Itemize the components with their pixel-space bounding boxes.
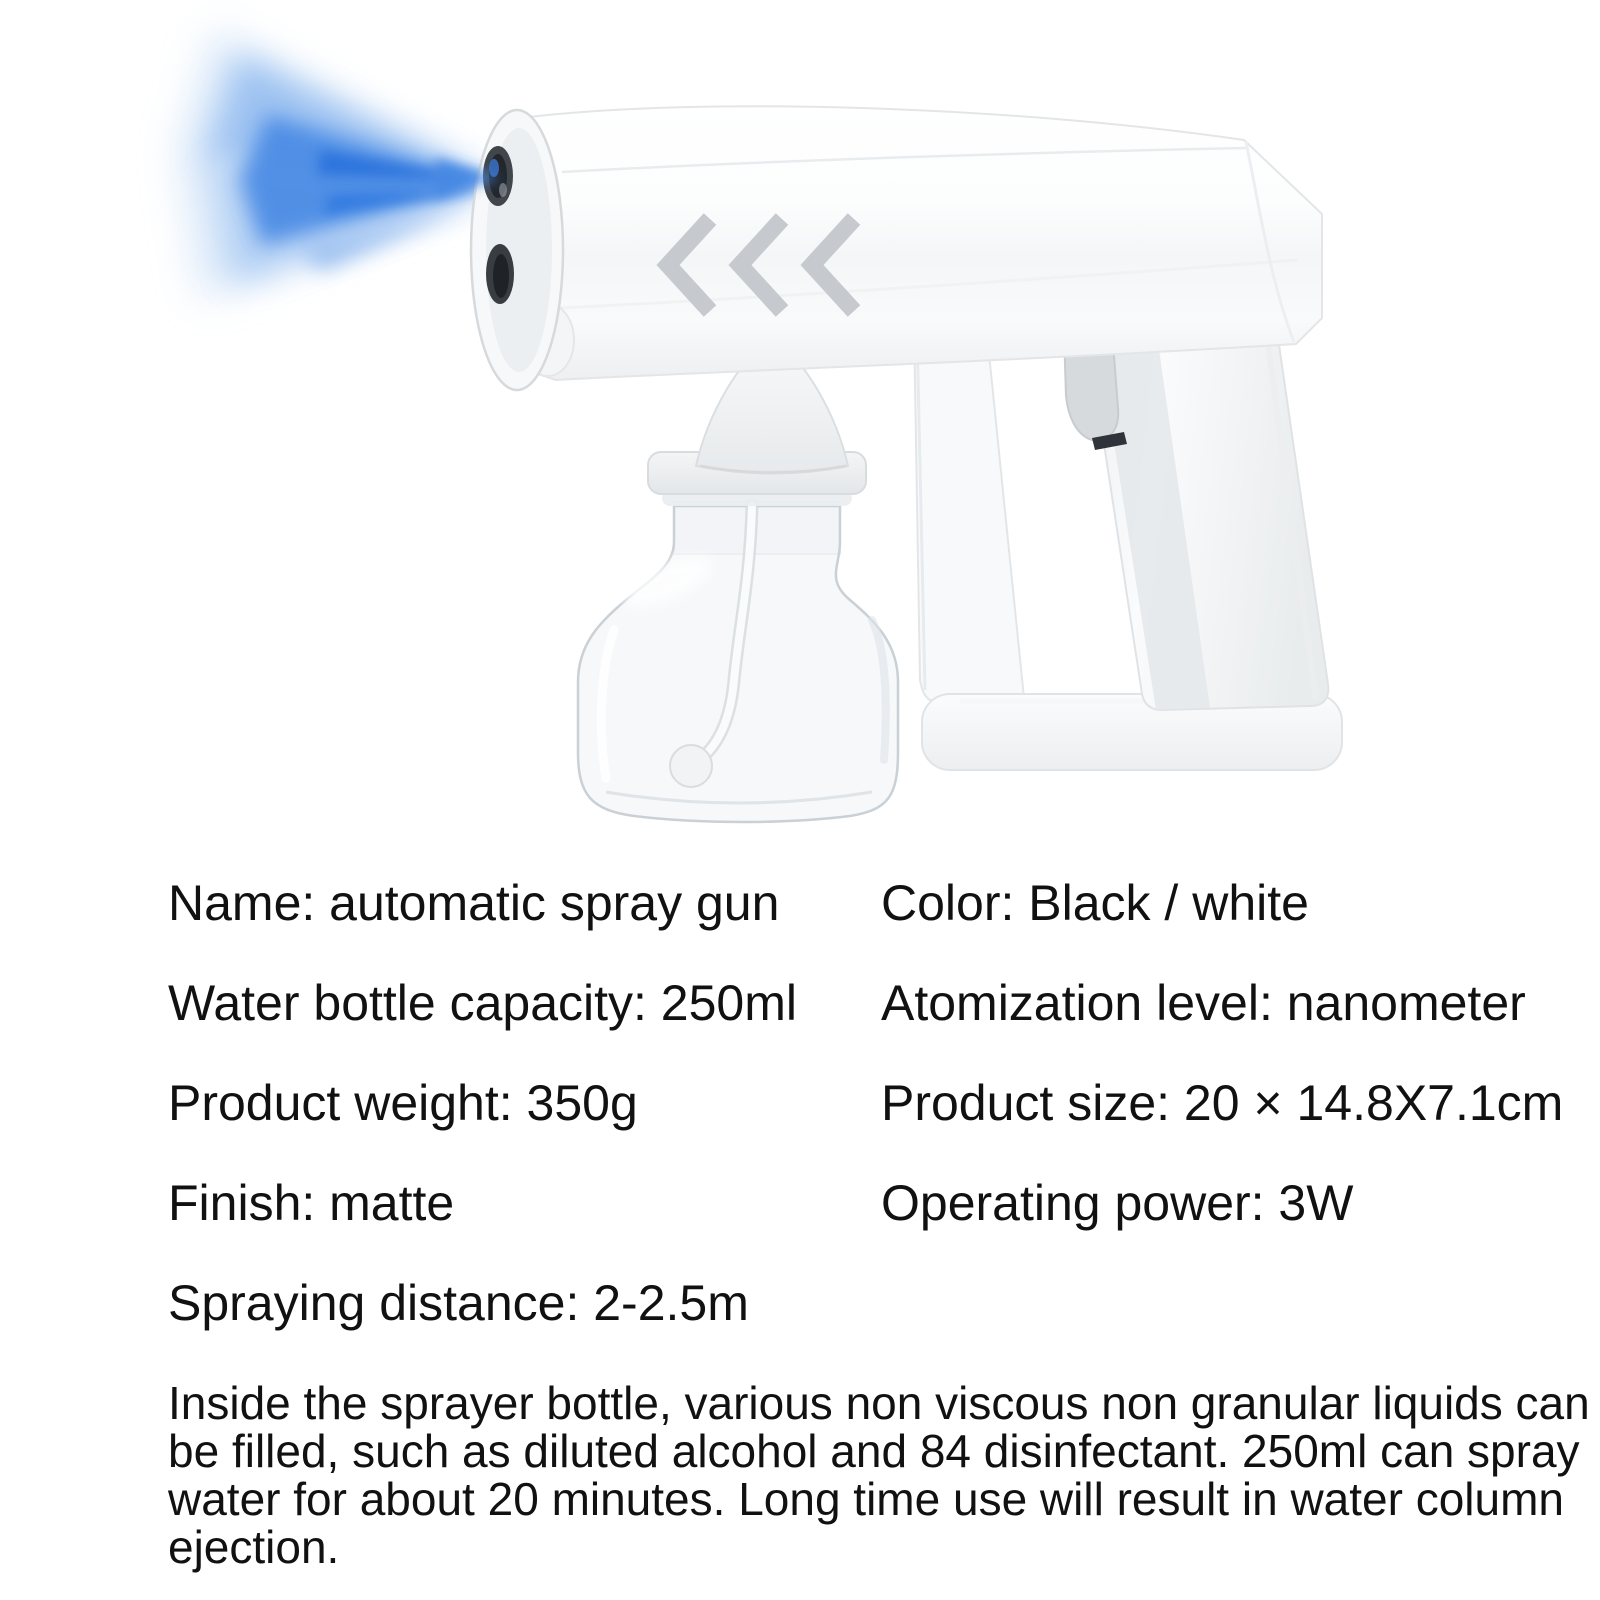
spec-capacity: Water bottle capacity: 250ml	[168, 975, 797, 1031]
product-description-line: ejection.	[168, 1521, 340, 1573]
nozzle-lower-hole	[486, 244, 514, 304]
product-description-line: be filled, such as diluted alcohol and 84 disinfectant. 250ml can spray	[168, 1425, 1580, 1477]
spec-color: Color: Black / white	[881, 875, 1309, 931]
product-description-line: water for about 20 minutes. Long time use will result in water column	[168, 1473, 1564, 1525]
spec-weight: Product weight: 350g	[168, 1075, 638, 1131]
spec-finish: Finish: matte	[168, 1175, 455, 1231]
handle-front-column	[914, 324, 1024, 702]
spec-atomization: Atomization level: nanometer	[881, 975, 1526, 1031]
spec-name: Name: automatic spray gun	[168, 875, 780, 931]
spec-distance: Spraying distance: 2-2.5m	[168, 1275, 749, 1331]
spec-power: Operating power: 3W	[881, 1175, 1354, 1231]
float-ball	[670, 745, 712, 787]
gun-barrel	[520, 106, 1322, 380]
product-description-line: Inside the sprayer bottle, various non viscous non granular liquids can	[168, 1377, 1590, 1429]
handle-grip	[1084, 294, 1329, 710]
spec-size: Product size: 20 × 14.8X7.1cm	[881, 1075, 1564, 1131]
